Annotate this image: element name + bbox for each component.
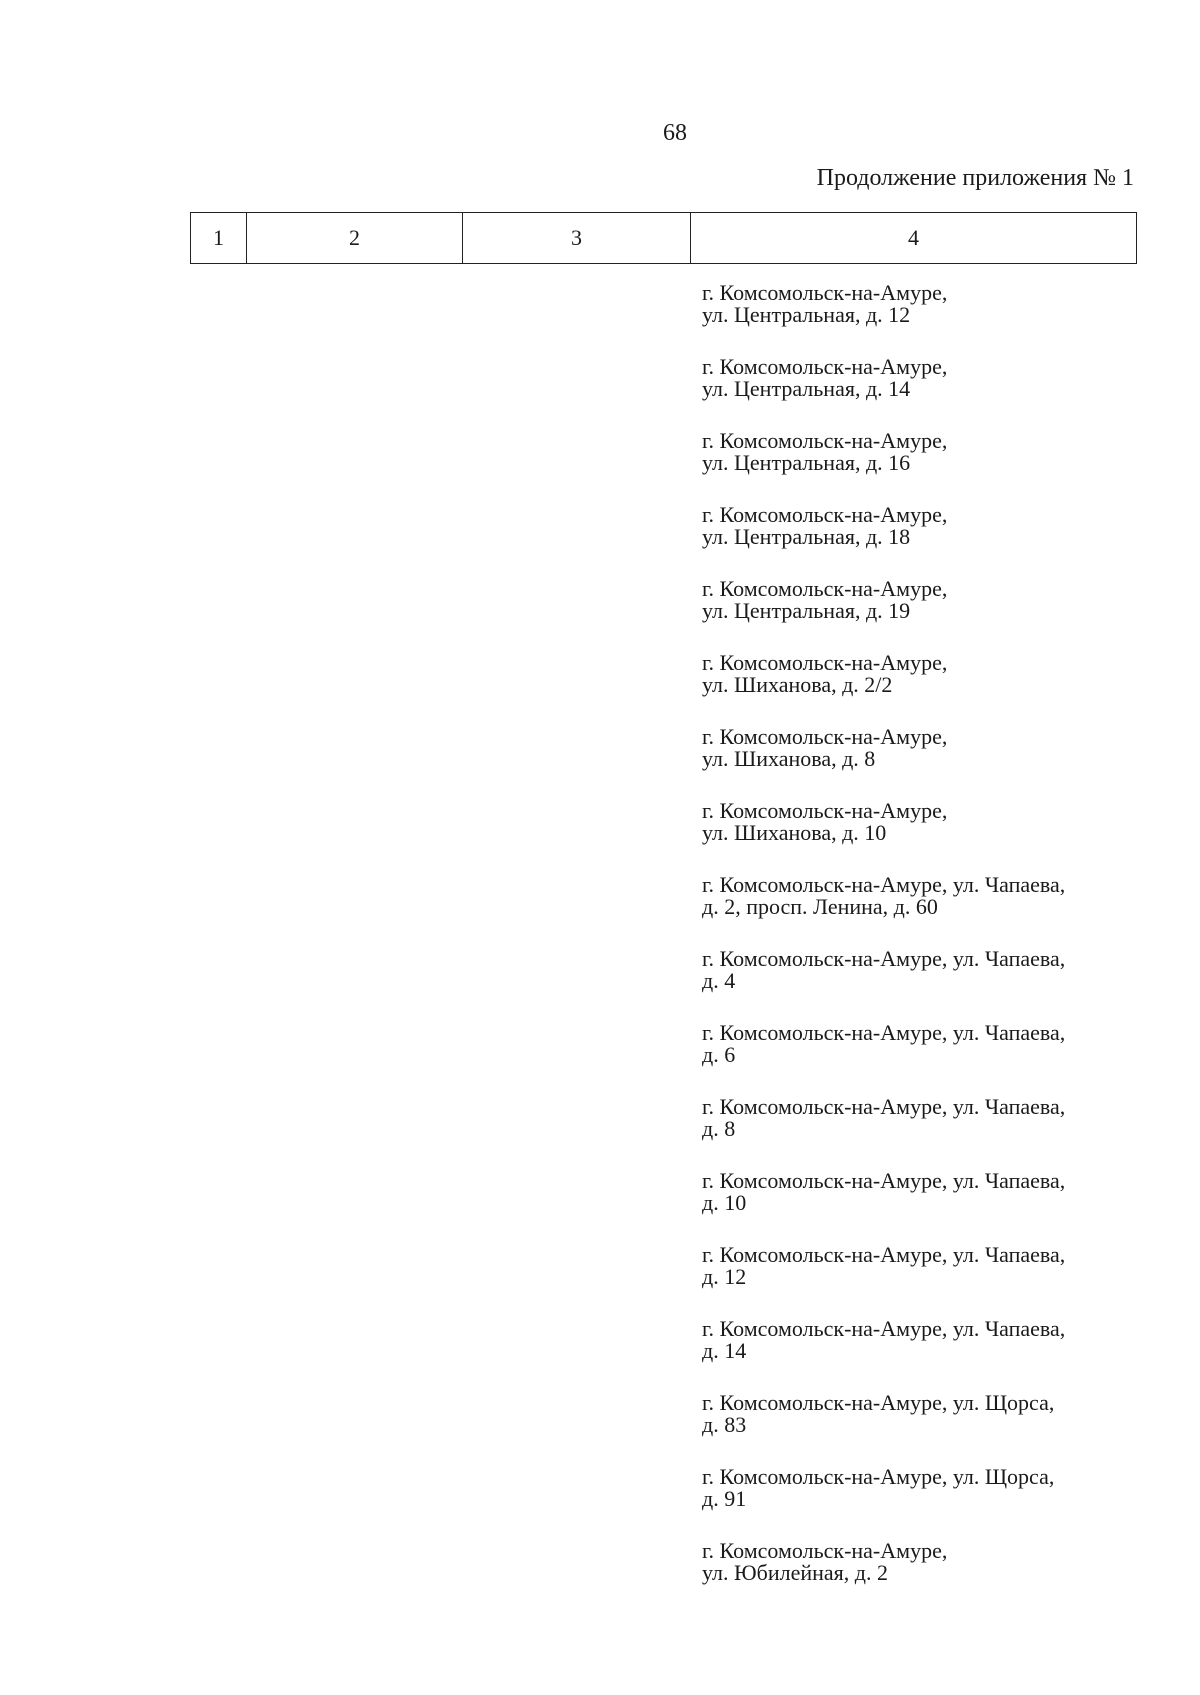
column-4-header: 4	[691, 213, 1137, 264]
appendix-continuation-label: Продолжение приложения № 1	[816, 165, 1134, 191]
address-item	[702, 1318, 1132, 1392]
address-line-1: г. Комсомольск-на-Амуре,	[702, 354, 948, 379]
address-line-1: г. Комсомольск-на-Амуре,	[702, 428, 948, 453]
address-line-1: г. Комсомольск-на-Амуре, ул. Щорса,	[702, 1390, 1055, 1415]
address-item	[702, 1022, 1132, 1096]
column-3-header: 3	[463, 213, 691, 264]
address-line-2: ул. Центральная, д. 12	[702, 302, 911, 327]
address-item	[702, 282, 1132, 356]
address-item	[702, 1170, 1132, 1244]
address-item	[702, 726, 1132, 800]
address-line-1: г. Комсомольск-на-Амуре,	[702, 576, 948, 601]
address-line-2: д. 8	[702, 1116, 736, 1141]
address-line-1: г. Комсомольск-на-Амуре,	[702, 502, 948, 527]
address-item	[702, 504, 1132, 578]
column-header-table	[190, 212, 1137, 264]
address-line-1: г. Комсомольск-на-Амуре,	[702, 650, 948, 675]
address-item	[702, 874, 1132, 948]
address-item	[702, 1244, 1132, 1318]
address-line-1: г. Комсомольск-на-Амуре, ул. Чапаева,	[702, 1168, 1066, 1193]
column-2-header: 2	[247, 213, 463, 264]
address-line-2: д. 91	[702, 1486, 747, 1511]
address-line-2: ул. Юбилейная, д. 2	[702, 1560, 888, 1585]
address-line-1: г. Комсомольск-на-Амуре, ул. Чапаева,	[702, 1316, 1066, 1341]
address-line-2: д. 83	[702, 1412, 747, 1437]
address-line-1: г. Комсомольск-на-Амуре,	[702, 1538, 948, 1563]
address-line-1: г. Комсомольск-на-Амуре, ул. Чапаева,	[702, 1242, 1066, 1267]
address-line-1: г. Комсомольск-на-Амуре,	[702, 798, 948, 823]
address-line-1: г. Комсомольск-на-Амуре, ул. Щорса,	[702, 1464, 1055, 1489]
address-line-2: д. 2, просп. Ленина, д. 60	[702, 894, 938, 919]
address-line-1: г. Комсомольск-на-Амуре,	[702, 280, 948, 305]
address-item	[702, 948, 1132, 1022]
address-line-1: г. Комсомольск-на-Амуре, ул. Чапаева,	[702, 1094, 1066, 1119]
address-item	[702, 578, 1132, 652]
address-line-2: д. 12	[702, 1264, 747, 1289]
address-item	[702, 800, 1132, 874]
address-line-2: ул. Шиханова, д. 8	[702, 746, 876, 771]
address-item	[702, 1466, 1132, 1540]
address-line-2: д. 10	[702, 1190, 747, 1215]
address-item	[702, 1096, 1132, 1170]
address-item	[702, 652, 1132, 726]
address-line-2: ул. Центральная, д. 18	[702, 524, 911, 549]
address-item	[702, 356, 1132, 430]
address-line-1: г. Комсомольск-на-Амуре, ул. Чапаева,	[702, 946, 1066, 971]
address-line-1: г. Комсомольск-на-Амуре,	[702, 724, 948, 749]
address-line-2: д. 4	[702, 968, 736, 993]
address-line-1: г. Комсомольск-на-Амуре, ул. Чапаева,	[702, 1020, 1066, 1045]
address-line-2: д. 6	[702, 1042, 736, 1067]
address-item	[702, 1540, 1132, 1614]
address-list	[702, 282, 1132, 1614]
column-1-header: 1	[191, 213, 247, 264]
address-item	[702, 430, 1132, 504]
address-line-2: ул. Шиханова, д. 10	[702, 820, 887, 845]
address-line-2: ул. Центральная, д. 19	[702, 598, 911, 623]
page-number: 68	[663, 120, 687, 146]
address-line-1: г. Комсомольск-на-Амуре, ул. Чапаева,	[702, 872, 1066, 897]
address-line-2: ул. Шиханова, д. 2/2	[702, 672, 893, 697]
address-line-2: ул. Центральная, д. 16	[702, 450, 911, 475]
address-item	[702, 1392, 1132, 1466]
address-line-2: ул. Центральная, д. 14	[702, 376, 911, 401]
address-line-2: д. 14	[702, 1338, 747, 1363]
header-row	[191, 213, 1137, 264]
